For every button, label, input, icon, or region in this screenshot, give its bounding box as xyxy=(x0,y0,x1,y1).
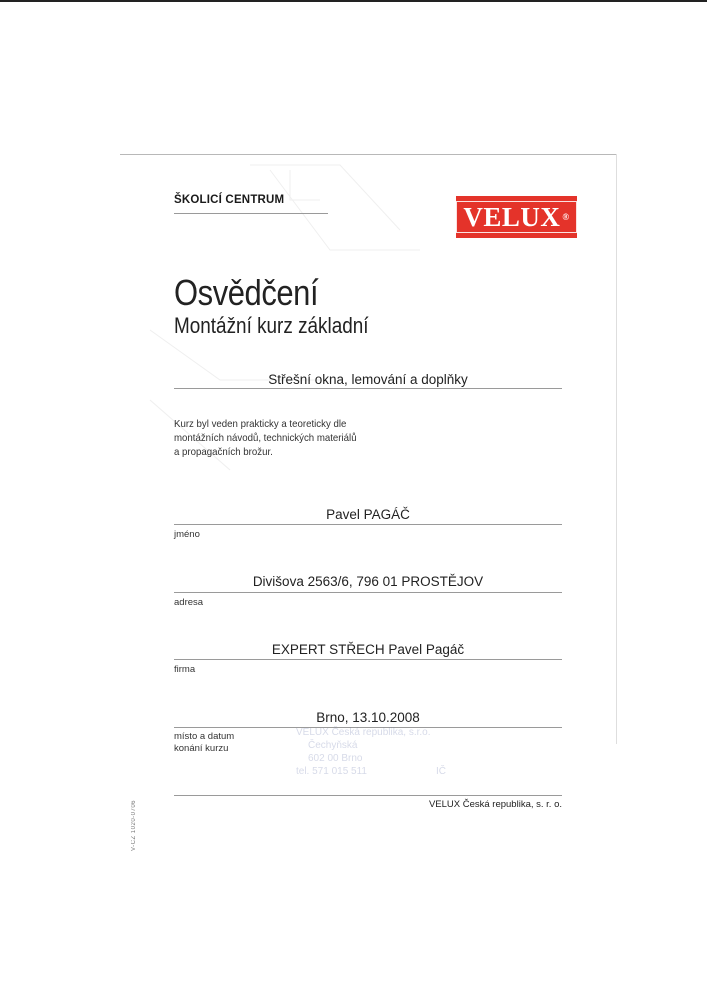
name-value: Pavel PAGÁČ xyxy=(326,507,410,522)
frame-right-rule xyxy=(616,154,617,744)
header-rule xyxy=(174,213,328,214)
name-rule xyxy=(174,524,562,525)
address-label: adresa xyxy=(174,597,204,608)
velux-logo xyxy=(456,196,577,238)
footer-company: VELUX Česká republika, s. r. o. xyxy=(428,799,562,810)
place-date-label-line: konání kurzu xyxy=(174,743,229,754)
footer-rule xyxy=(174,795,562,796)
company-rule xyxy=(174,659,562,660)
description-line: montážních návodů, technických materiálů xyxy=(174,432,357,444)
stamp-line: 602 00 Brno xyxy=(308,753,363,764)
stamp-line: Čechyňská xyxy=(308,740,358,751)
stamp-line: VELUX Česká republika, s.r.o. xyxy=(296,727,431,738)
company-value: EXPERT STŘECH Pavel Pagáč xyxy=(271,642,465,657)
company-stamp xyxy=(296,726,466,796)
scan-top-edge xyxy=(0,0,707,2)
description-line: a propagačních brožur. xyxy=(174,446,273,458)
company-label: firma xyxy=(174,664,196,675)
place-date-value: Brno, 13.10.2008 xyxy=(316,710,420,725)
training-center-label: ŠKOLICÍ CENTRUM xyxy=(174,194,285,206)
registered-mark: ® xyxy=(562,212,570,222)
frame-top-rule xyxy=(120,154,616,155)
place-date-label-line: místo a datum xyxy=(174,731,235,742)
description-line: Kurz byl veden prakticky a teoreticky dle xyxy=(174,418,347,430)
velux-logo-text: VELUX xyxy=(463,202,561,232)
course-topic-rule xyxy=(174,388,562,389)
stamp-line: IČ xyxy=(436,766,446,777)
place-date-label xyxy=(174,731,234,755)
stamp-line: tel. 571 015 511 xyxy=(296,766,367,777)
course-description xyxy=(174,417,386,459)
address-value: Divišova 2563/6, 796 01 PROSTĚJOV xyxy=(252,574,484,589)
certificate-subtitle: Montážní kurz základní xyxy=(174,313,369,338)
velux-logo-frame xyxy=(456,201,576,233)
address-rule xyxy=(174,592,562,593)
name-label: jméno xyxy=(174,529,200,540)
certificate-title: Osvědčení xyxy=(174,272,319,313)
course-topic: Střešní okna, lemování a doplňky xyxy=(268,372,468,387)
document-code: V-CZ 1020-0706 xyxy=(131,800,137,852)
